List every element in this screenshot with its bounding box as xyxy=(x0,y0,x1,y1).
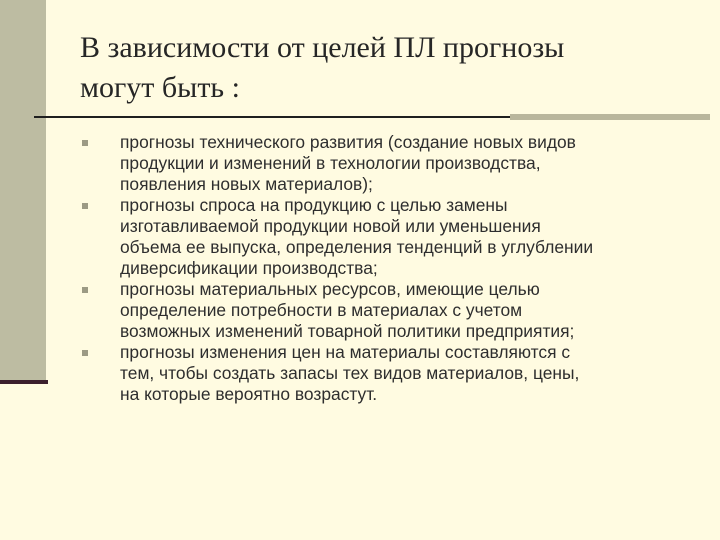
bullet-text xyxy=(120,132,700,195)
left-band-bottom-bar xyxy=(0,380,48,384)
bullet-text-line: прогнозы материальных ресурсов, имеющие целью xyxy=(120,279,540,299)
bullet-item xyxy=(80,342,700,405)
bullet-item xyxy=(80,195,700,279)
bullet-text-line: продукции и изменений в технологии производства, xyxy=(120,153,541,173)
slide-title xyxy=(80,28,700,108)
bullet-text-line: объема ее выпуска, определения тенденций в углублении xyxy=(120,237,594,257)
bullet-text-line: изготавливаемой продукции новой или уменьшения xyxy=(120,216,541,236)
square-bullet-icon xyxy=(82,350,88,356)
left-decorative-band xyxy=(0,0,46,382)
bullet-item xyxy=(80,132,700,195)
bullet-text-line: прогнозы спроса на продукцию с целью замены xyxy=(120,195,508,215)
bullet-list xyxy=(80,132,700,405)
slide-title-line: могут быть : xyxy=(80,71,240,104)
bullet-text xyxy=(120,279,700,342)
bullet-text-line: тем, чтобы создать запасы тех видов материалов, цены, xyxy=(120,363,580,383)
bullet-text xyxy=(120,342,700,405)
bullet-text-line: появления новых материалов); xyxy=(120,174,373,194)
slide-title-line: В зависимости от целей ПЛ прогнозы xyxy=(80,31,565,64)
title-underline xyxy=(34,116,514,118)
bullet-text-line: определение потребности в материалах с учетом xyxy=(120,300,523,320)
bullet-item xyxy=(80,279,700,342)
square-bullet-icon xyxy=(82,203,88,209)
bullet-text xyxy=(120,195,700,279)
title-underline-accent xyxy=(510,114,710,120)
square-bullet-icon xyxy=(82,140,88,146)
bullet-text-line: прогнозы технического развития (создание новых видов xyxy=(120,132,576,152)
bullet-text-line: возможных изменений товарной политики предприятия; xyxy=(120,321,575,341)
bullet-text-line: прогнозы изменения цен на материалы составляются с xyxy=(120,342,571,362)
bullet-text-line: на которые вероятно возрастут. xyxy=(120,384,378,404)
bullet-text-line: диверсификации производства; xyxy=(120,258,378,278)
square-bullet-icon xyxy=(82,287,88,293)
